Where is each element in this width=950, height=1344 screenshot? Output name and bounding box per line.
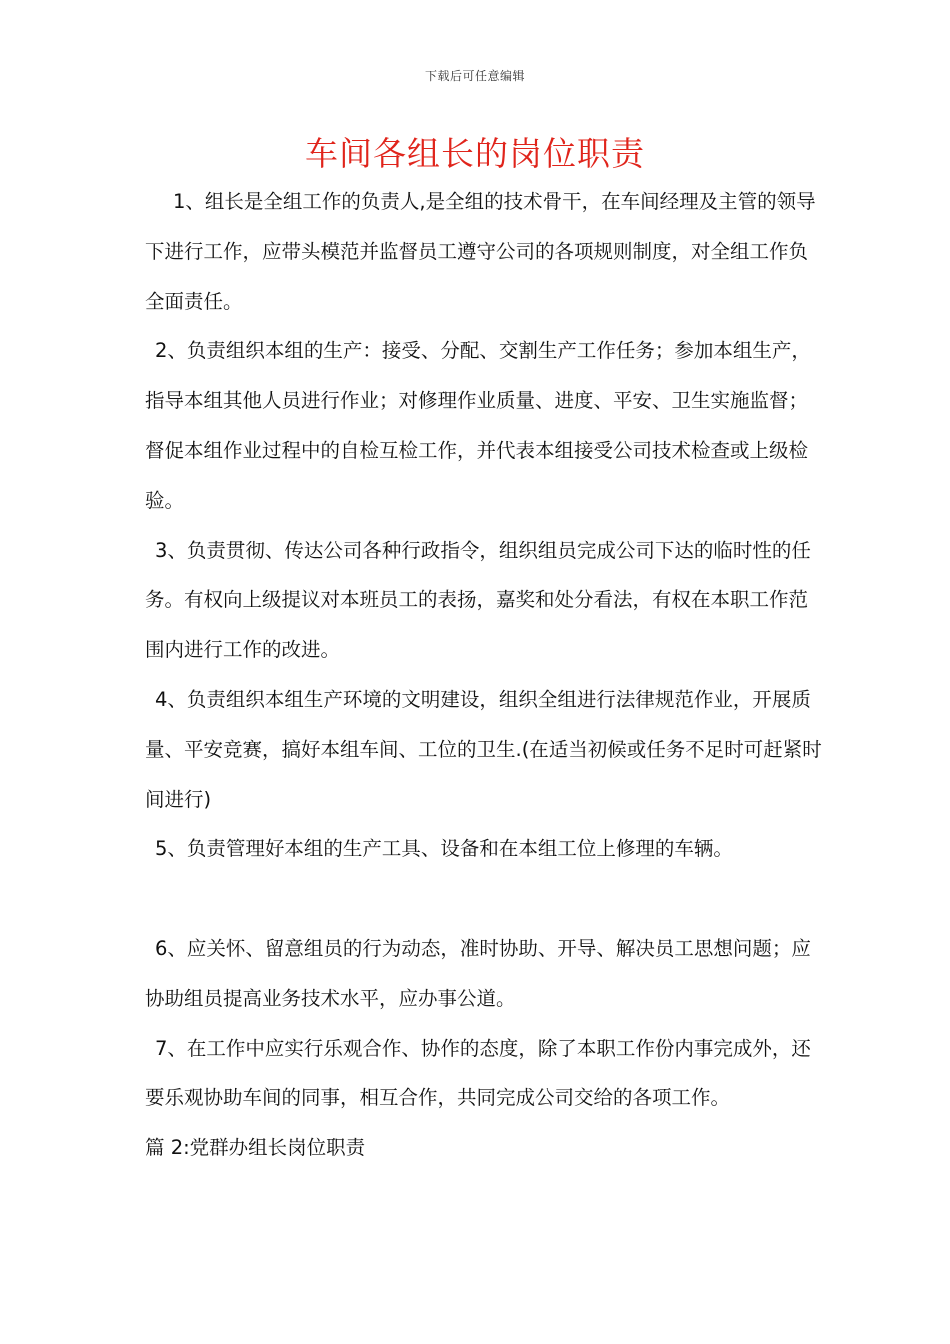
- section-heading: 篇 2:党群办组长岗位职责: [145, 1136, 366, 1160]
- paragraph-number: 6、: [155, 936, 187, 960]
- paragraph-number: 7、: [155, 1036, 187, 1060]
- document-body: [145, 177, 825, 1173]
- paragraph-text: 应关怀、留意组员的行为动态，准时协助、开导、解决员工思想问题；应协助组员提高业务技术水平，应办事公道。: [145, 936, 811, 1010]
- paragraph-6: [145, 924, 825, 1024]
- paragraph-3: [145, 526, 825, 675]
- paragraph-number: 5、: [155, 837, 187, 861]
- paragraph-7: [145, 1024, 825, 1124]
- paragraph-text: 负责组织本组生产环境的文明建设，组织全组进行法律规范作业，开展质量、平安竞赛，搞好本组车间、工位的卫生.(在适当初候或任务不足时可赶紧时间进行): [145, 687, 822, 811]
- paragraph-text: 组长是全组工作的负责人,是全组的技术骨干，在车间经理及主管的领导下进行工作，应带头模范并监督员工遵守公司的各项规则制度，对全组工作负全面责任。: [145, 190, 816, 313]
- paragraph-text: 负责组织本组的生产：接受、分配、交割生产工作任务；参加本组生产，指导本组其他人员进行作业；对修理作业质量、进度、平安、卫生实施监督；督促本组作业过程中的自检互检工作，并代表本组接受公司技术检查或上级检验。: [145, 339, 811, 512]
- paragraph-text: 负责管理好本组的生产工具、设备和在本组工位上修理的车辆。: [186, 837, 733, 861]
- paragraph-2: [145, 326, 825, 525]
- paragraph-4: [145, 675, 825, 824]
- paragraph-number: 1、: [173, 190, 205, 213]
- paragraph-text: 在工作中应实行乐观合作、协作的态度，除了本职工作份内事完成外，还要乐观协助车间的同事，相互合作，共同完成公司交给的各项工作。: [145, 1036, 811, 1110]
- paragraph-number: 2、: [155, 339, 187, 363]
- paragraph-1: [145, 177, 825, 326]
- document-title: 车间各组长的岗位职责: [305, 134, 645, 173]
- paragraph-number: 3、: [155, 538, 187, 562]
- download-note: 下载后可任意编辑: [424, 69, 525, 83]
- paragraph-text: 负责贯彻、传达公司各种行政指令，组织组员完成公司下达的临时性的任务。有权向上级提议对本班员工的表扬，嘉奖和处分看法，有权在本职工作范围内进行工作的改进。: [145, 538, 811, 662]
- blank-line: [145, 874, 825, 924]
- paragraph-number: 4、: [155, 687, 187, 711]
- paragraph-5: [145, 824, 825, 874]
